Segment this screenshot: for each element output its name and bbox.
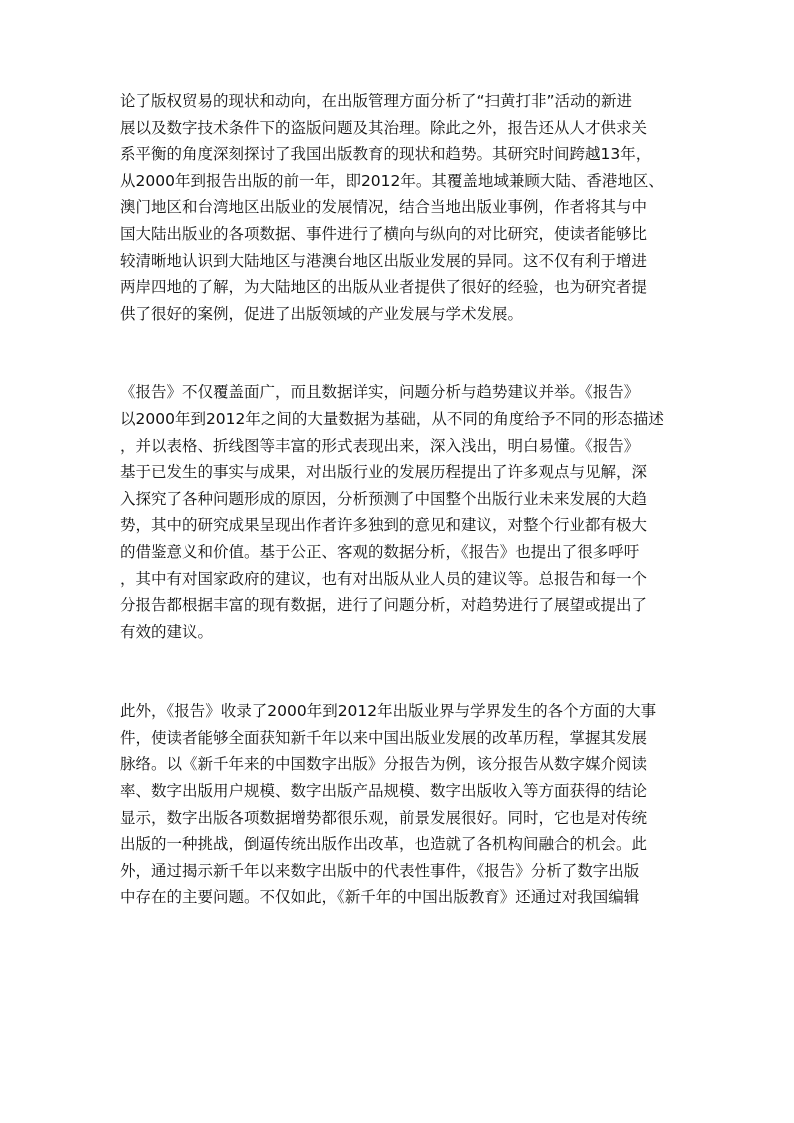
text-line: 脉络。以《新千年来的中国数字出版》分报告为例，该分报告从数字媒介阅读 [120,755,648,774]
text-line: 有效的建议。 [120,622,214,641]
text-line: 从2000年到报告出版的前一年，即2012年。其覆盖地域兼顾大陆、香港地区、 [120,171,664,190]
text-line: 澳门地区和台湾地区出版业的发展情况，结合当地出版业事例，作者将其与中 [120,198,648,217]
text-line: ，其中有对国家政府的建议，也有对出版从业人员的建议等。总报告和每一个 [120,569,648,588]
text-line: 两岸四地的了解，为大陆地区的出版从业者提供了很好的经验，也为研究者提 [120,278,648,297]
document-page [120,88,670,911]
text-line: 分报告都根据丰富的现有数据，进行了问题分析，对趋势进行了展望或提出了 [120,596,648,615]
text-line: 系平衡的角度深刻探讨了我国出版教育的现状和趋势。其研究时间跨越13年， [120,145,652,164]
text-line: 展以及数字技术条件下的盗版问题及其治理。除此之外，报告还从人才供求关 [120,118,648,137]
text-line: 较清晰地认识到大陆地区与港澳台地区出版业发展的异同。这不仅有利于增进 [120,251,648,270]
paragraph-2 [120,379,670,645]
text-line: 显示，数字出版各项数据增势都很乐观，前景发展很好。同时，它也是对传统 [120,808,648,827]
text-line: 此外，《报告》收录了2000年到2012年出版业界与学界发生的各个方面的大事 [120,702,657,721]
text-line: 外，通过揭示新千年以来数字出版中的代表性事件，《报告》分析了数字出版 [120,861,640,880]
text-line: 以2000年到2012年之间的大量数据为基础，从不同的角度给予不同的形态描述 [120,409,664,428]
text-line: 国大陆出版业的各项数据、事件进行了横向与纵向的对比研究，使读者能够比 [120,224,648,243]
text-line: 论了版权贸易的现状和动向，在出版管理方面分析了“扫黄打非”活动的新进 [120,92,633,110]
text-line: 入探究了各种问题形成的原因，分析预测了中国整个出版行业未来发展的大趋 [120,489,648,508]
text-line: 出版的一种挑战，倒逼传统出版作出改革，也造就了各机构间融合的机会。此 [120,835,648,854]
text-line: 件，使读者能够全面获知新千年以来中国出版业发展的改革历程，掌握其发展 [120,728,648,747]
text-line: 中存在的主要问题。不仅如此，《新千年的中国出版教育》还通过对我国编辑 [120,888,640,907]
paragraph-spacer [120,645,670,698]
text-line: 供了很好的案例，促进了出版领域的产业发展与学术发展。 [120,304,524,323]
paragraph-spacer [120,327,670,379]
text-line: 基于已发生的事实与成果，对出版行业的发展历程提出了许多观点与见解，深 [120,463,648,482]
text-line: ，并以表格、折线图等丰富的形式表现出来，深入浅出，明白易懂。《报告》 [120,436,640,455]
text-line: 《报告》不仅覆盖面广，而且数据详实，问题分析与趋势建议并举。《报告》 [120,383,640,402]
paragraph-3 [120,698,670,911]
text-line: 势，其中的研究成果呈现出作者许多独到的意见和建议，对整个行业都有极大 [120,516,648,535]
text-line: 率、数字出版用户规模、数字出版产品规模、数字出版收入等方面获得的结论 [120,782,648,801]
text-line: 的借鉴意义和价值。基于公正、客观的数据分析，《报告》也提出了很多呼吁 [120,542,640,561]
paragraph-1 [120,88,670,327]
